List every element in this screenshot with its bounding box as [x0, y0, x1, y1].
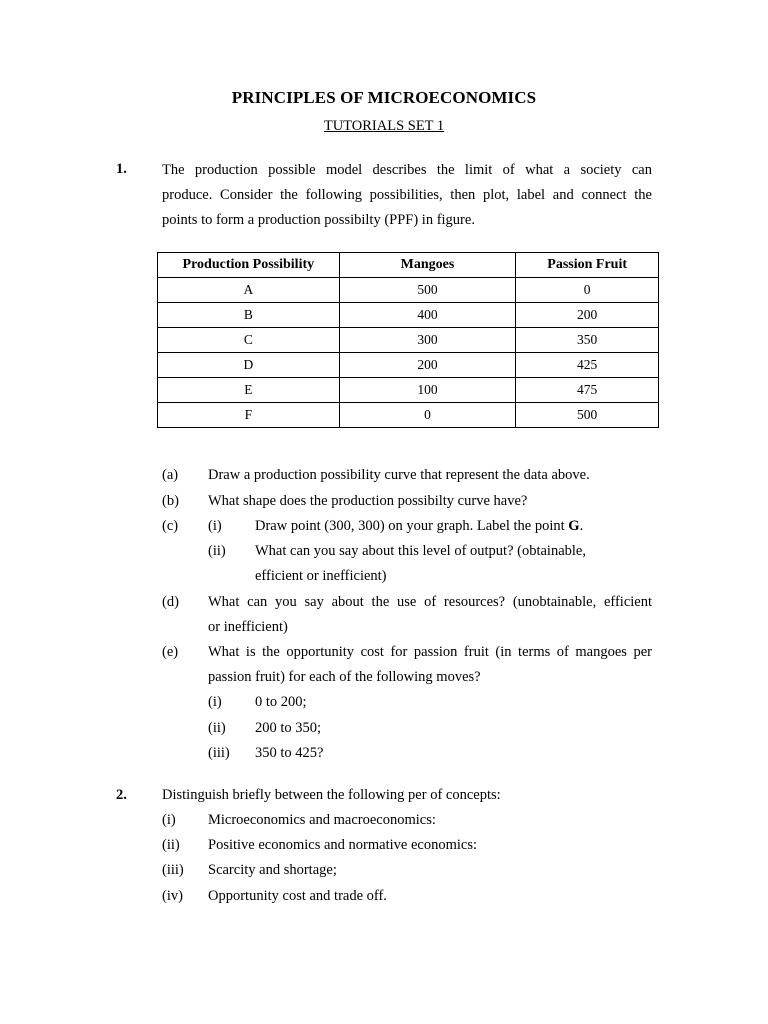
subpart-label: (ii) — [208, 720, 226, 736]
table-row — [158, 328, 659, 353]
table-cell: 200 — [516, 303, 659, 328]
question-2-number: 2. — [116, 787, 127, 803]
item-text: Scarcity and shortage; — [208, 862, 337, 878]
production-possibility-table — [157, 252, 659, 428]
table-row — [158, 403, 659, 428]
part-label: (a) — [162, 467, 179, 483]
table-row — [158, 303, 659, 328]
subpart-text: efficient or inefficient) — [255, 568, 387, 584]
item-label: (ii) — [162, 837, 180, 853]
table-cell: 200 — [339, 353, 516, 378]
table-cell: 350 — [516, 328, 659, 353]
table-cell: E — [158, 378, 340, 403]
part-label: (e) — [162, 644, 179, 660]
table-cell: 500 — [516, 403, 659, 428]
intro-line: points to form a production possibilty (PPF) in figure. — [162, 212, 475, 228]
column-header: Production Possibility — [158, 253, 340, 278]
table-cell: F — [158, 403, 340, 428]
table-row — [158, 278, 659, 303]
subpart-text — [255, 518, 583, 535]
item-text: Opportunity cost and trade off. — [208, 888, 387, 904]
item-text: Positive economics and normative economics: — [208, 837, 477, 853]
table-cell: 425 — [516, 353, 659, 378]
subpart-label: (i) — [208, 518, 222, 534]
table-cell: 475 — [516, 378, 659, 403]
part-text-wrap — [208, 644, 652, 661]
table-cell: B — [158, 303, 340, 328]
subpart-label: (iii) — [208, 745, 230, 761]
subpart-text: 0 to 200; — [255, 694, 307, 710]
table-header-row — [158, 253, 659, 278]
table-cell: 100 — [339, 378, 516, 403]
intro-line: The production possible model describes the limit of what a society can — [162, 162, 652, 178]
item-label: (i) — [162, 812, 176, 828]
subpart-text-main: Draw point (300, 300) on your graph. Label the point — [255, 518, 569, 534]
subpart-text: What can you say about this level of output? (obtainable, — [255, 543, 586, 559]
part-text: passion fruit) for each of the following moves? — [208, 669, 481, 685]
part-text: or inefficient) — [208, 619, 288, 635]
table-cell: C — [158, 328, 340, 353]
part-text: Draw a production possibility curve that represent the data above. — [208, 467, 590, 483]
column-header: Mangoes — [339, 253, 516, 278]
page-subtitle: TUTORIALS SET 1 — [323, 118, 445, 134]
subpart-text: 350 to 425? — [255, 745, 324, 761]
question-text: Distinguish briefly between the following per of concepts: — [162, 787, 501, 803]
part-text: What shape does the production possibilty curve have? — [208, 493, 528, 509]
page-title: PRINCIPLES OF MICROECONOMICS — [231, 88, 537, 107]
item-text: Microeconomics and macroeconomics: — [208, 812, 436, 828]
table-row — [158, 353, 659, 378]
part-label: (b) — [162, 493, 179, 509]
item-label: (iii) — [162, 862, 184, 878]
subpart-text: 200 to 350; — [255, 720, 322, 736]
column-header: Passion Fruit — [516, 253, 659, 278]
item-label: (iv) — [162, 888, 183, 904]
part-text: What can you say about the use of resources? (unobtainable, efficient — [208, 594, 652, 610]
table-row — [158, 378, 659, 403]
table-cell: 0 — [339, 403, 516, 428]
question-1-number: 1. — [116, 161, 127, 177]
table-cell: 400 — [339, 303, 516, 328]
table-cell: 500 — [339, 278, 516, 303]
table-cell: 0 — [516, 278, 659, 303]
point-label: G — [568, 518, 580, 534]
question-1-intro — [162, 158, 652, 233]
table-cell: D — [158, 353, 340, 378]
table-cell: A — [158, 278, 340, 303]
part-text: What is the opportunity cost for passion fruit (in terms of mangoes per — [208, 644, 652, 660]
part-label: (d) — [162, 594, 179, 610]
table-cell: 300 — [339, 328, 516, 353]
part-label: (c) — [162, 518, 179, 534]
intro-line: produce. Consider the following possibilities, then plot, label and connect the — [162, 187, 652, 203]
subpart-label: (i) — [208, 694, 222, 710]
subpart-label: (ii) — [208, 543, 226, 559]
subpart-text-end: . — [579, 518, 584, 534]
part-text-wrap — [208, 594, 652, 611]
